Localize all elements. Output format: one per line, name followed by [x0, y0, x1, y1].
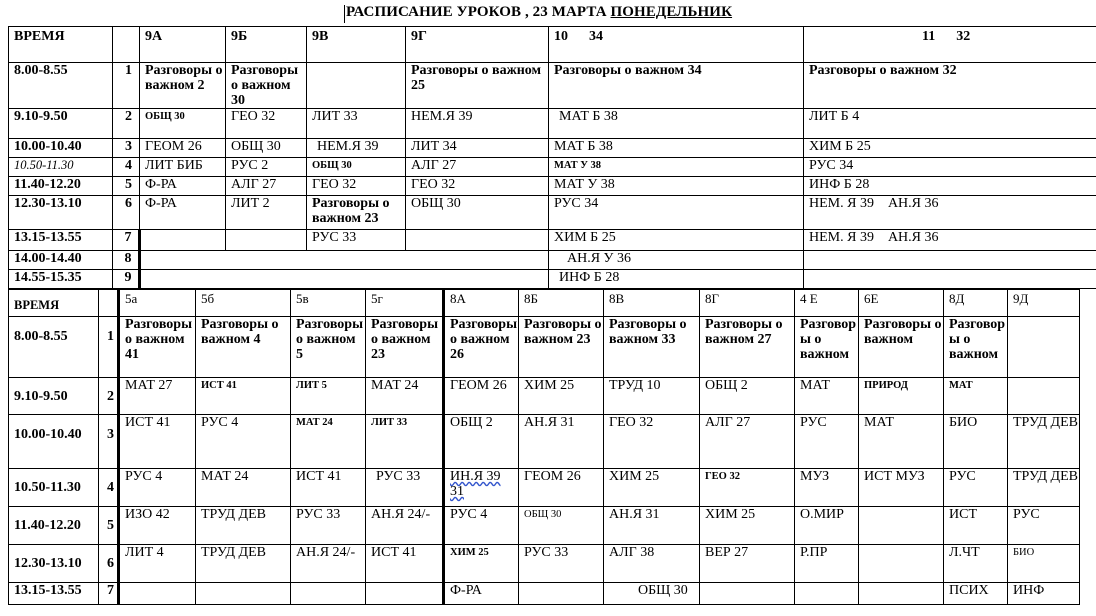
lesson-number: 6: [99, 545, 119, 583]
header-class: 8А: [444, 290, 519, 317]
schedule-title: [346, 4, 732, 21]
lesson-cell: ИСТ 41: [366, 545, 444, 583]
header-class: 8Д: [944, 290, 1008, 317]
lesson-cell: Разговоры о важном 4: [196, 317, 291, 378]
lesson-time: 8.00-8.55: [9, 317, 99, 378]
lesson-cell: АН.Я 31: [604, 507, 700, 545]
lesson-cell: ГЕОМ 26: [519, 469, 604, 507]
lesson-cell: Разговоры о важном 30: [226, 63, 307, 109]
lesson-cell: Разговоры о важном 32: [804, 63, 1096, 109]
lesson-cell: ЛИТ Б 4: [804, 109, 1096, 139]
table-row: [9, 469, 1080, 507]
lesson-time: 10.50-11.30: [9, 469, 99, 507]
lesson-number: 4: [113, 158, 140, 177]
lesson-cell: РУС 4: [119, 469, 196, 507]
lesson-cell: Ф-РА: [140, 196, 226, 230]
lesson-cell: БИО: [944, 415, 1008, 469]
header-class: 6Е: [859, 290, 944, 317]
lesson-cell: ГЕО 32: [226, 109, 307, 139]
lesson-number: 7: [99, 583, 119, 605]
lesson-cell: АН.Я 24/-: [291, 545, 366, 583]
title-text: РАСПИСАНИЕ УРОКОВ , 23 МАРТА: [346, 4, 611, 20]
lesson-number: 5: [99, 507, 119, 545]
lesson-cell: ОБЩ 30: [226, 139, 307, 158]
lesson-time: 9.10-9.50: [9, 109, 113, 139]
table-row: [9, 177, 1096, 196]
lesson-cell: ТРУД ДЕВ: [196, 507, 291, 545]
title-day: ПОНЕДЕЛЬНИК: [610, 4, 733, 20]
lesson-cell: РУС 2: [226, 158, 307, 177]
table-row: [9, 139, 1096, 158]
header-class: 8В: [604, 290, 700, 317]
header-class: 5г: [366, 290, 444, 317]
lesson-cell: ОБЩ 2: [700, 378, 795, 415]
table-header-row: [9, 290, 1080, 317]
lesson-cell: РУС: [944, 469, 1008, 507]
lesson-cell: Разговоры о важном 34: [549, 63, 804, 109]
lesson-time: 11.40-12.20: [9, 507, 99, 545]
lesson-cell: РУС 33: [307, 230, 406, 251]
lesson-cell: ПРИРОД: [859, 378, 944, 415]
lesson-cell: МАТ: [859, 415, 944, 469]
lesson-cell: МАТ У 38: [549, 158, 804, 177]
lesson-cell: АЛГ 27: [226, 177, 307, 196]
header-class: 8Г: [700, 290, 795, 317]
lesson-cell: МАТ: [795, 378, 859, 415]
lesson-cell: [406, 230, 549, 251]
lesson-cell: [366, 583, 444, 605]
lesson-cell: ГЕО 32: [604, 415, 700, 469]
lesson-cell: [140, 230, 226, 251]
lesson-time: 14.00-14.40: [9, 251, 113, 270]
lesson-cell: ТРУД 10: [604, 378, 700, 415]
lesson-cell: ГЕО 32: [700, 469, 795, 507]
lesson-cell: ОБЩ 2: [444, 415, 519, 469]
table-row: [9, 158, 1096, 177]
lesson-cell: МАТ 24: [196, 469, 291, 507]
lesson-cell: ЛИТ 4: [119, 545, 196, 583]
lesson-cell: МАТ: [944, 378, 1008, 415]
lesson-number: 2: [113, 109, 140, 139]
lesson-cell: ИСТ 41: [196, 378, 291, 415]
lesson-cell: НЕМ.Я 39: [307, 139, 406, 158]
lesson-cell: МАТ Б 38: [549, 109, 804, 139]
lesson-cell: [804, 270, 1096, 289]
lesson-cell: Р.ПР: [795, 545, 859, 583]
lesson-cell: ТРУД ДЕВ: [1008, 415, 1080, 469]
header-num: [99, 290, 119, 317]
header-class: 9Г: [406, 27, 549, 63]
lesson-cell: Ф-РА: [140, 177, 226, 196]
lesson-number: 8: [113, 251, 140, 270]
lesson-cell: РУС 34: [549, 196, 804, 230]
lesson-cell: Разговоры о важном 23: [366, 317, 444, 378]
lesson-time: 10.00-10.40: [9, 415, 99, 469]
header-class: 5а: [119, 290, 196, 317]
lesson-cell: [196, 583, 291, 605]
lesson-number: 9: [113, 270, 140, 289]
lesson-cell: ГЕОМ 26: [140, 139, 226, 158]
lesson-cell: АН.Я 31: [519, 415, 604, 469]
lesson-time: 8.00-8.55: [9, 63, 113, 109]
lesson-number: 3: [99, 415, 119, 469]
lesson-cell: ОБЩ 30: [307, 158, 406, 177]
lesson-cell: МУЗ: [795, 469, 859, 507]
lesson-cell: ИСТ 41: [119, 415, 196, 469]
header-class: 5б: [196, 290, 291, 317]
lesson-cell: НЕМ. Я 39 АН.Я 36: [804, 230, 1096, 251]
lesson-cell: МАТ Б 38: [549, 139, 804, 158]
lesson-cell: [700, 583, 795, 605]
header-class: 9А: [140, 27, 226, 63]
lesson-cell: РУС: [795, 415, 859, 469]
lesson-cell: ОБЩ 30: [604, 583, 700, 605]
lesson-cell: ХИМ 25: [700, 507, 795, 545]
lesson-cell: ОБЩ 30: [406, 196, 549, 230]
lesson-time: 9.10-9.50: [9, 378, 99, 415]
lesson-cell: ЛИТ 34: [406, 139, 549, 158]
lesson-cell: Разговоры о важном 23: [519, 317, 604, 378]
lesson-cell: ЛИТ 2: [226, 196, 307, 230]
lesson-cell: МАТ 27: [119, 378, 196, 415]
table-row: [9, 196, 1096, 230]
lesson-cell: ЛИТ 5: [291, 378, 366, 415]
lesson-cell: НЕМ. Я 39 АН.Я 36: [804, 196, 1096, 230]
lesson-cell: [291, 583, 366, 605]
lesson-cell: ИНФ Б 28: [549, 270, 804, 289]
lesson-time: 14.55-15.35: [9, 270, 113, 289]
lesson-cell: Ф-РА: [444, 583, 519, 605]
lesson-time: 11.40-12.20: [9, 177, 113, 196]
table-header-row: [9, 27, 1096, 63]
lesson-cell: ПСИХ: [944, 583, 1008, 605]
table-row: [9, 378, 1080, 415]
lesson-cell: [1008, 378, 1080, 415]
lesson-cell: Разговоры о важном 25: [406, 63, 549, 109]
lesson-cell: ИНФ Б 28: [804, 177, 1096, 196]
lesson-number: 4: [99, 469, 119, 507]
lesson-time: 12.30-13.10: [9, 545, 99, 583]
lesson-cell: РУС 4: [444, 507, 519, 545]
lesson-cell: [804, 251, 1096, 270]
lesson-cell: МАТ 24: [366, 378, 444, 415]
lesson-cell: НЕМ.Я 39: [406, 109, 549, 139]
header-class: 9Д: [1008, 290, 1080, 317]
lesson-cell: РУС 33: [519, 545, 604, 583]
table-row: [9, 317, 1080, 378]
lesson-number: 6: [113, 196, 140, 230]
header-class: 5в: [291, 290, 366, 317]
lesson-cell: ИН.Я 39 31: [450, 469, 501, 499]
lesson-cell: ГЕО 32: [406, 177, 549, 196]
lesson-number: 7: [113, 230, 140, 251]
lesson-cell: АЛГ 27: [700, 415, 795, 469]
table-row: [9, 270, 1096, 289]
header-class: 8Б: [519, 290, 604, 317]
lesson-cell-empty: [140, 270, 549, 289]
table-row: [9, 251, 1096, 270]
lesson-cell: [859, 583, 944, 605]
lesson-time: 13.15-13.55: [9, 230, 113, 251]
header-class: 9Б: [226, 27, 307, 63]
table-row: [9, 109, 1096, 139]
lesson-number: 2: [99, 378, 119, 415]
lesson-cell: БИО: [1008, 545, 1080, 583]
lesson-cell: АЛГ 27: [406, 158, 549, 177]
table-row: [9, 230, 1096, 251]
table-row: [9, 583, 1080, 605]
lesson-cell: ВЕР 27: [700, 545, 795, 583]
lesson-cell: ТРУД ДЕВ: [1008, 469, 1080, 507]
lesson-cell: Разговоры о важном 33: [604, 317, 700, 378]
lesson-cell: ГЕО 32: [307, 177, 406, 196]
lesson-cell: АЛГ 38: [604, 545, 700, 583]
lesson-cell: [859, 507, 944, 545]
lesson-cell: ЛИТ 33: [366, 415, 444, 469]
header-class: 10 34: [549, 27, 804, 63]
lesson-cell: [307, 63, 406, 109]
lesson-cell: ХИМ 25: [519, 378, 604, 415]
lesson-cell: ЛИТ БИБ: [140, 158, 226, 177]
lesson-cell: ИСТ МУЗ: [859, 469, 944, 507]
lesson-cell: ИНФ: [1008, 583, 1080, 605]
table-row: [9, 63, 1096, 109]
lesson-cell: Л.ЧТ: [944, 545, 1008, 583]
senior-schedule-table: [8, 26, 1096, 289]
lesson-time: 10.00-10.40: [9, 139, 113, 158]
lesson-cell-empty: [140, 251, 549, 270]
lesson-cell: АН.Я 24/-: [366, 507, 444, 545]
lesson-number: 3: [113, 139, 140, 158]
lesson-cell: [1008, 317, 1080, 378]
header-time: ВРЕМЯ: [9, 290, 99, 317]
lesson-cell: Разговор ы о важном: [944, 317, 1008, 378]
lesson-time: 13.15-13.55: [9, 583, 99, 605]
table-row: [9, 507, 1080, 545]
header-class: 9В: [307, 27, 406, 63]
lesson-cell: Разговоры о важном 26: [444, 317, 519, 378]
lesson-cell: Разговор ы о важном: [795, 317, 859, 378]
lesson-cell: О.МИР: [795, 507, 859, 545]
table-row: [9, 545, 1080, 583]
lesson-cell: Разговоры о важном: [859, 317, 944, 378]
lesson-cell: РУС: [1008, 507, 1080, 545]
lesson-time: 12.30-13.10: [9, 196, 113, 230]
lesson-cell: ХИМ Б 25: [549, 230, 804, 251]
lesson-cell: ХИМ Б 25: [804, 139, 1096, 158]
lesson-cell: ТРУД ДЕВ: [196, 545, 291, 583]
lesson-cell: Разговоры о важном 27: [700, 317, 795, 378]
lesson-number: 1: [113, 63, 140, 109]
lesson-cell: РУС 33: [291, 507, 366, 545]
header-num: [113, 27, 140, 63]
lesson-cell: МАТ 24: [291, 415, 366, 469]
lesson-cell: ХИМ 25: [444, 545, 519, 583]
lesson-cell: Разговоры о важном 23: [307, 196, 406, 230]
lesson-cell: ГЕОМ 26: [444, 378, 519, 415]
lesson-cell: [795, 583, 859, 605]
lesson-time: 10.50-11.30: [9, 158, 113, 177]
lesson-cell: ЛИТ 33: [307, 109, 406, 139]
lesson-cell-wavy: [444, 469, 519, 507]
lesson-cell: [119, 583, 196, 605]
lesson-cell: РУС 33: [366, 469, 444, 507]
lesson-cell: ИЗО 42: [119, 507, 196, 545]
header-time: ВРЕМЯ: [9, 27, 113, 63]
lesson-cell: РУС 4: [196, 415, 291, 469]
table-row: [9, 415, 1080, 469]
lesson-cell: АН.Я У 36: [549, 251, 804, 270]
lesson-cell: [859, 545, 944, 583]
lesson-cell: ОБЩ 30: [519, 507, 604, 545]
lesson-cell: Разговоры о важном 41: [119, 317, 196, 378]
lesson-cell: [519, 583, 604, 605]
lesson-cell: ИСТ: [944, 507, 1008, 545]
lesson-cell: РУС 34: [804, 158, 1096, 177]
header-class: 4 Е: [795, 290, 859, 317]
lesson-cell: Разговоры о важном 2: [140, 63, 226, 109]
lesson-cell: [226, 230, 307, 251]
lesson-number: 5: [113, 177, 140, 196]
lesson-cell: ХИМ 25: [604, 469, 700, 507]
header-class: 11 32: [804, 27, 1096, 63]
lesson-number: 1: [99, 317, 119, 378]
lesson-cell: МАТ У 38: [549, 177, 804, 196]
lesson-cell: ИСТ 41: [291, 469, 366, 507]
junior-schedule-table: [8, 289, 1080, 605]
lesson-cell: Разговоры о важном 5: [291, 317, 366, 378]
lesson-cell: ОБЩ 30: [140, 109, 226, 139]
